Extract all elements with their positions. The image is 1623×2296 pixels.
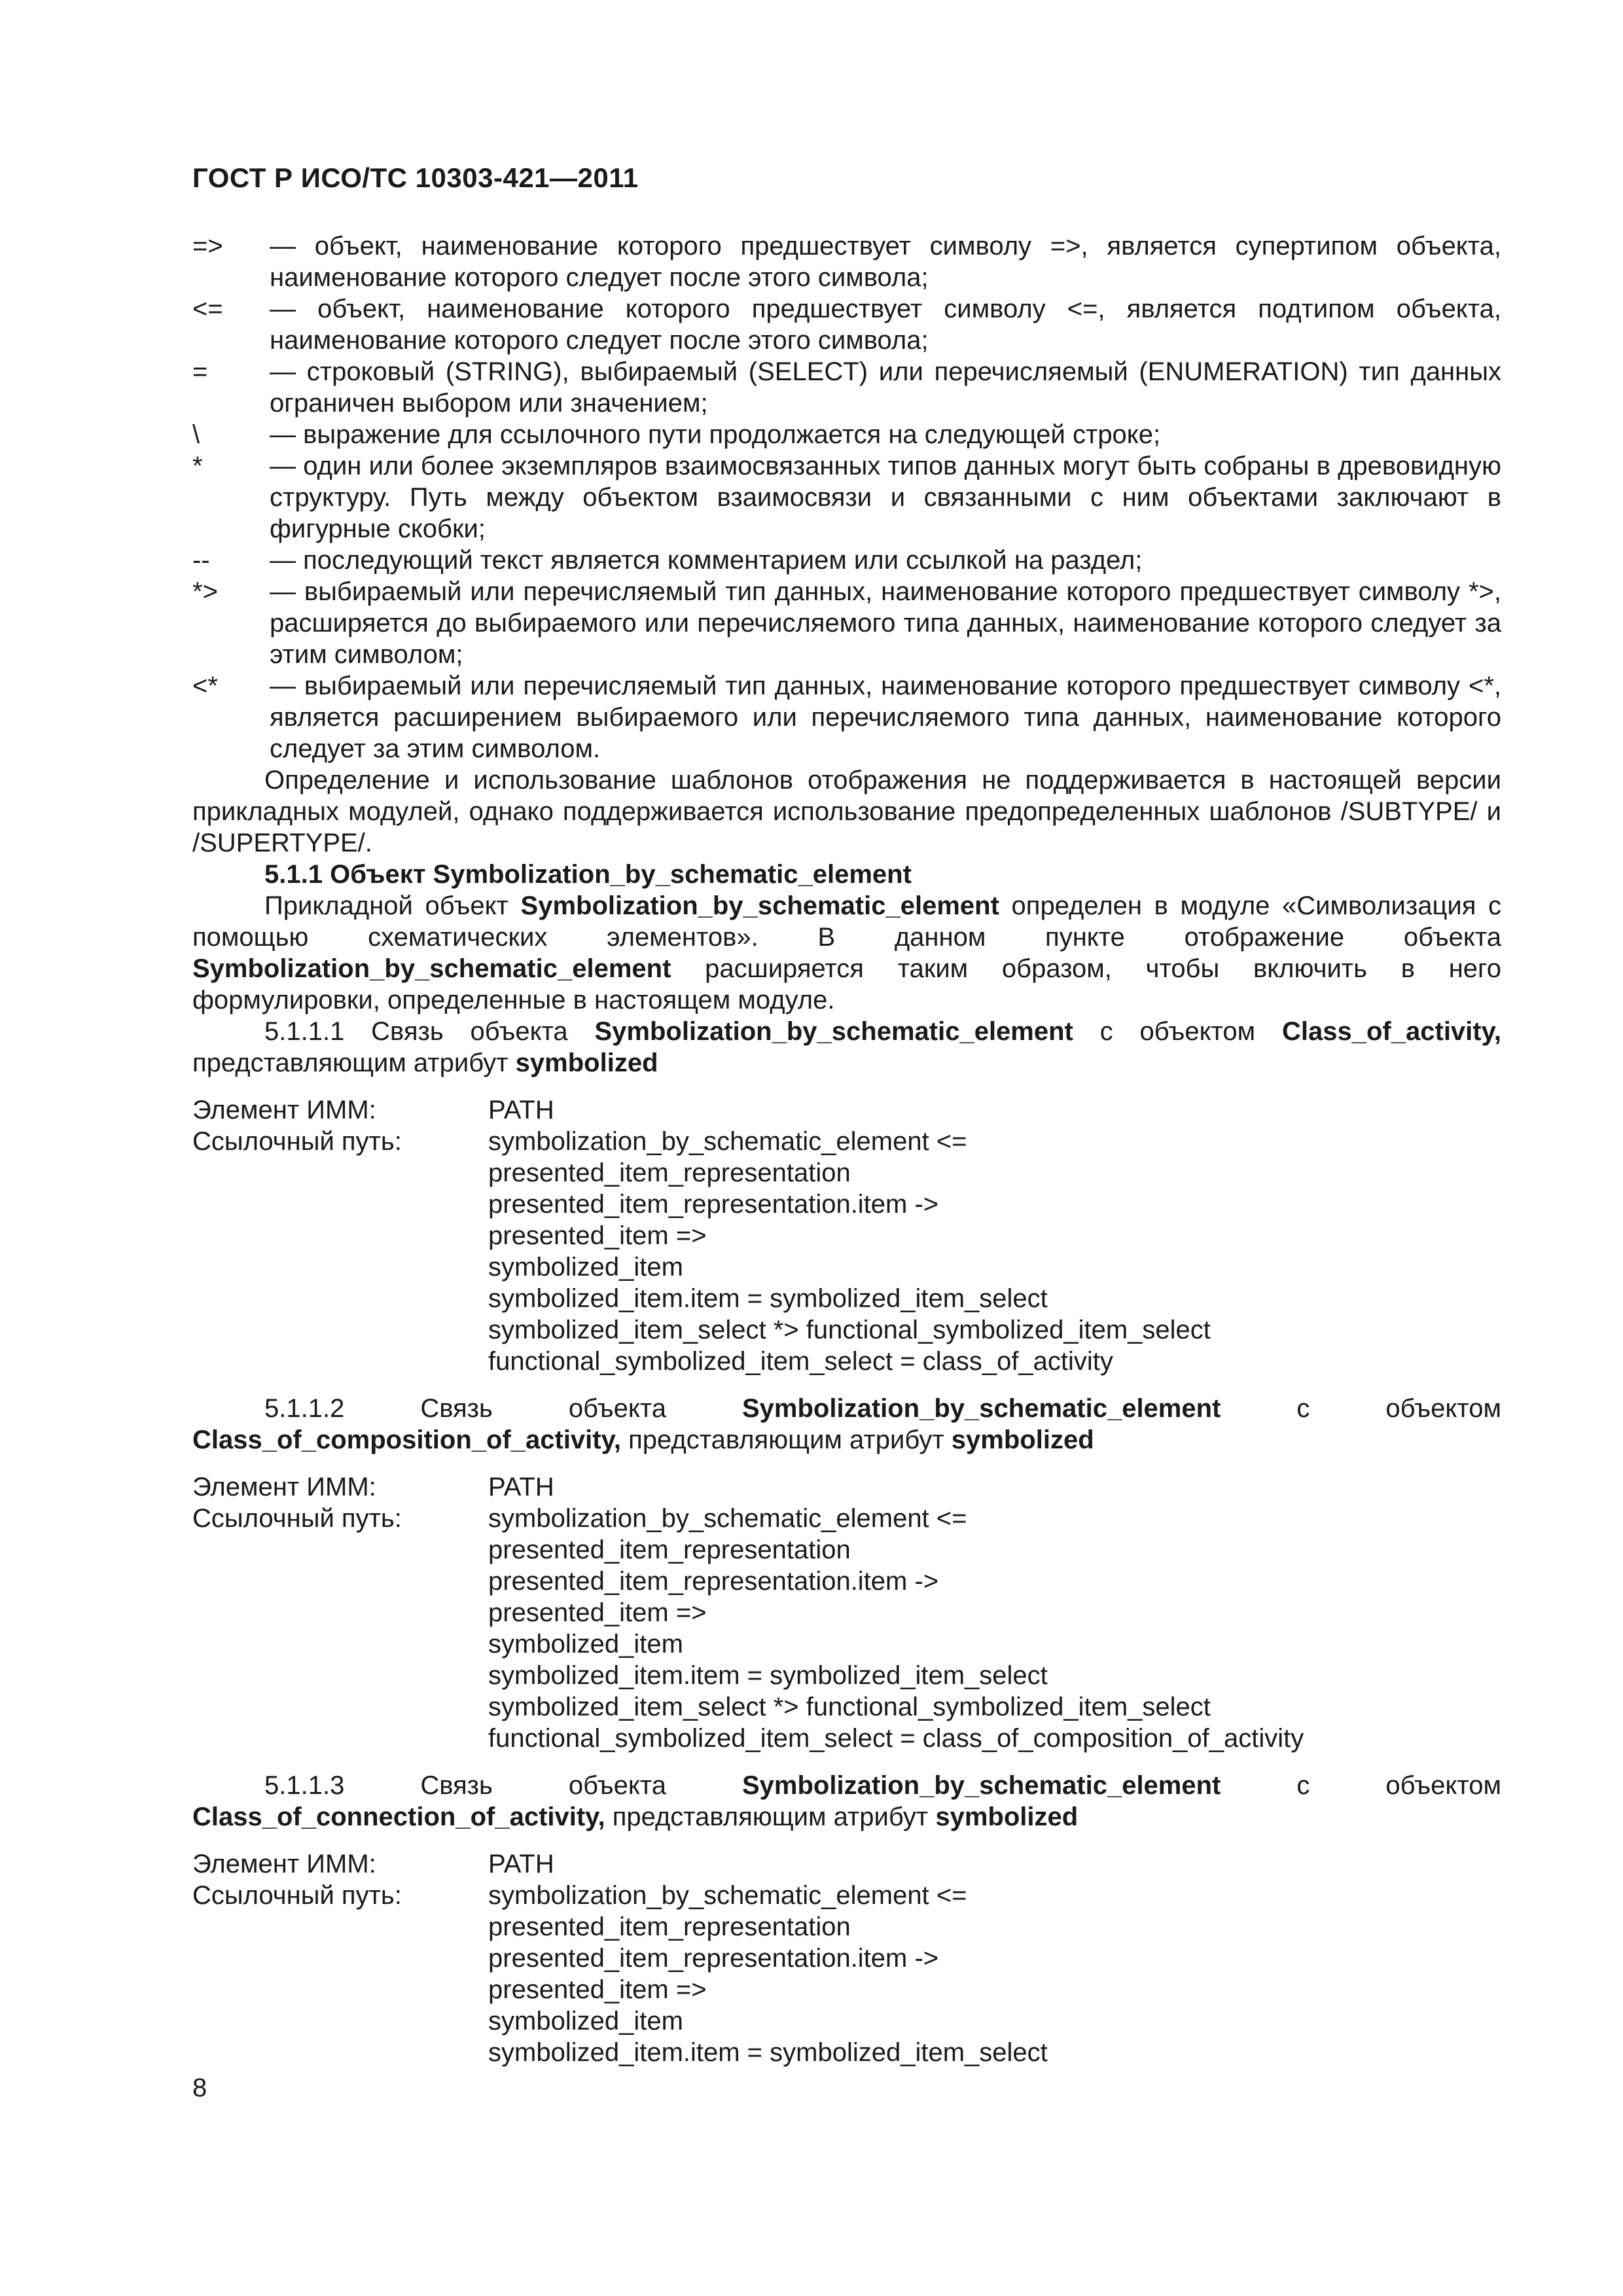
- reference-path-row: [192, 1314, 1501, 1346]
- definition-text: — объект, наименование которого предшествует символу <=, является подтипом объекта, наименование которого следует после этого символа;: [270, 295, 1501, 355]
- mapping-list: [192, 1016, 1501, 2068]
- reference-path-line: symbolized_item: [488, 2007, 683, 2036]
- reference-path-row: [192, 1691, 1501, 1723]
- text-run: с объектом: [1221, 1394, 1501, 1423]
- reference-path-line: presented_item =>: [488, 1221, 707, 1250]
- definition-item: [192, 670, 1501, 764]
- entity-name: Symbolization_by_schematic_element: [741, 1771, 1221, 1800]
- reference-path-row: [192, 1220, 1501, 1251]
- attribute-name: symbolized: [515, 1049, 658, 1077]
- label-spacer: [192, 1534, 488, 1566]
- reference-path-line: presented_item_representation.item ->: [488, 1944, 939, 1973]
- reference-path-label: Ссылочный путь:: [192, 1881, 402, 1910]
- reference-path-line: symbolization_by_schematic_element <=: [488, 1127, 967, 1156]
- definition-symbol: *: [192, 452, 203, 480]
- label-spacer: [192, 1691, 488, 1723]
- intro-paragraph: Определение и использование шаблонов отображения не поддерживается в настоящей версии прикладных модулей, однако поддерживается использование предопределенных шаблонов /SUBTYPE/ и /SUPERTYPE/.: [192, 766, 1501, 857]
- label-spacer: [192, 1346, 488, 1377]
- reference-path-row: [192, 1157, 1501, 1189]
- reference-path-line: symbolized_item_select *> functional_symbolized_item_select: [488, 1316, 1211, 1344]
- reference-path-line: symbolized_item: [488, 1630, 683, 1659]
- reference-path-line: symbolized_item_select *> functional_symbolized_item_select: [488, 1693, 1211, 1721]
- definition-text: — выбираемый или перечисляемый тип данных, наименование которого предшествует символу *>, расширяется до выбираемого или перечисляемого типа данных, наименование которого следует за этим символом;: [270, 577, 1501, 669]
- arm-element-row: [192, 1471, 1501, 1503]
- text-run: с объектом: [1221, 1771, 1501, 1800]
- reference-path-line: symbolized_item: [488, 1253, 683, 1282]
- reference-path-line: presented_item_representation.item ->: [488, 1567, 939, 1596]
- reference-path-row: [192, 1534, 1501, 1566]
- definition-item: [192, 419, 1501, 450]
- arm-element-label: Элемент ИММ:: [192, 1096, 376, 1124]
- arm-element-label: Элемент ИММ:: [192, 1473, 376, 1501]
- mapping-heading: [192, 1393, 1501, 1456]
- page-body: [192, 230, 1501, 2084]
- reference-path-row: [192, 1880, 1501, 1911]
- reference-path-line: presented_item_representation: [488, 1158, 851, 1187]
- label-spacer: [192, 1157, 488, 1189]
- reference-path-label: Ссылочный путь:: [192, 1504, 402, 1533]
- label-spacer: [192, 2005, 488, 2037]
- arm-element-value: PATH: [488, 1096, 554, 1124]
- reference-path-line: symbolization_by_schematic_element <=: [488, 1881, 967, 1910]
- reference-path-line: presented_item_representation: [488, 1535, 851, 1564]
- definition-symbol: *>: [192, 577, 218, 606]
- text-run: Связь объекта: [344, 1771, 742, 1800]
- mapping-table: [192, 1471, 1501, 1754]
- definition-item: [192, 545, 1501, 576]
- text-run: расширяется таким образом, чтобы включить в него формулировки, определенные в настоящем модуле.: [192, 954, 1501, 1014]
- definition-item: [192, 293, 1501, 356]
- label-spacer: [192, 1314, 488, 1346]
- reference-path-line: functional_symbolized_item_select = class_of_composition_of_activity: [488, 1724, 1304, 1753]
- definition-text: — один или более экземпляров взаимосвязанных типов данных могут быть собраны в древовидную структуру. Путь между объектом взаимосвязи и связанными с ним объектами заключают в фигурные скобки;: [270, 452, 1501, 543]
- mapping-heading: [192, 1770, 1501, 1833]
- definition-symbol: --: [192, 546, 210, 575]
- label-spacer: [192, 1911, 488, 1943]
- section-heading: [192, 859, 1501, 890]
- arm-element-label: Элемент ИММ:: [192, 1850, 376, 1878]
- reference-path-row: [192, 1911, 1501, 1943]
- mapping-number: 5.1.1.2: [264, 1394, 345, 1423]
- mapping-table: [192, 1094, 1501, 1377]
- definition-text: — последующий текст является комментарием или ссылкой на раздел;: [270, 546, 1143, 575]
- label-spacer: [192, 1974, 488, 2005]
- section-number: 5.1.1: [264, 860, 323, 889]
- reference-path-line: symbolized_item.item = symbolized_item_select: [488, 1284, 1048, 1313]
- arm-element-row: [192, 1848, 1501, 1880]
- reference-path-row: [192, 1283, 1501, 1314]
- reference-path-row: [192, 1346, 1501, 1377]
- reference-path-row: [192, 2005, 1501, 2037]
- section-title-entity: Symbolization_by_schematic_element: [433, 860, 912, 889]
- reference-path-line: functional_symbolized_item_select = class_of_activity: [488, 1347, 1113, 1376]
- definition-symbol: =: [192, 357, 208, 386]
- reference-path-line: symbolized_item.item = symbolized_item_select: [488, 1661, 1048, 1690]
- attribute-name: symbolized: [935, 1803, 1079, 1831]
- label-spacer: [192, 1283, 488, 1314]
- section-title-prefix: Объект: [330, 860, 426, 889]
- label-spacer: [192, 1220, 488, 1251]
- reference-path-row: [192, 1660, 1501, 1691]
- label-spacer: [192, 1723, 488, 1754]
- label-spacer: [192, 1597, 488, 1628]
- reference-path-line: presented_item_representation: [488, 1912, 851, 1941]
- arm-element-value: PATH: [488, 1850, 554, 1878]
- mapping-heading: [192, 1016, 1501, 1079]
- label-spacer: [192, 1251, 488, 1283]
- page-header: ГОСТ Р ИСО/ТС 10303-421—2011: [192, 162, 639, 193]
- entity-name: Symbolization_by_schematic_element: [192, 954, 671, 983]
- reference-path-row: [192, 1974, 1501, 2005]
- reference-path-row: [192, 2037, 1501, 2068]
- reference-path-line: presented_item =>: [488, 1975, 707, 2004]
- target-entity-name: Class_of_activity,: [1282, 1017, 1501, 1046]
- reference-path-row: [192, 1126, 1501, 1157]
- definition-symbol: <=: [192, 295, 223, 323]
- reference-path-row: [192, 1566, 1501, 1597]
- definition-item: [192, 230, 1501, 293]
- attribute-name: symbolized: [951, 1426, 1094, 1454]
- entity-name: Symbolization_by_schematic_element: [520, 891, 999, 920]
- section-paragraph: [192, 890, 1501, 1016]
- label-spacer: [192, 2037, 488, 2068]
- reference-path-line: symbolization_by_schematic_element <=: [488, 1504, 967, 1533]
- definition-item: [192, 356, 1501, 419]
- definition-text: — выбираемый или перечисляемый тип данных, наименование которого предшествует символу <*, является расширением выбираемого или перечисляемого типа данных, наименование которого следует за этим символом.: [270, 672, 1501, 763]
- arm-element-row: [192, 1094, 1501, 1126]
- arm-element-value: PATH: [488, 1473, 554, 1501]
- reference-path-row: [192, 1251, 1501, 1283]
- reference-path-label: Ссылочный путь:: [192, 1127, 402, 1156]
- reference-path-line: symbolized_item.item = symbolized_item_select: [488, 2038, 1048, 2067]
- label-spacer: [192, 1628, 488, 1660]
- definition-text: — строковый (STRING), выбираемый (SELECT) или перечисляемый (ENUMERATION) тип данных ограничен выбором или значением;: [270, 357, 1501, 418]
- reference-path-row: [192, 1189, 1501, 1220]
- definition-symbol: \: [192, 420, 200, 449]
- text-run: определен в модуле «Символизация с помощью схематических элементов». В данном пункте отображение объекта: [192, 891, 1502, 952]
- reference-path-line: presented_item =>: [488, 1598, 707, 1627]
- mapping-number: 5.1.1.1: [264, 1017, 345, 1046]
- text-run: представляющим атрибут: [605, 1803, 936, 1831]
- entity-name: Symbolization_by_schematic_element: [741, 1394, 1221, 1423]
- label-spacer: [192, 1566, 488, 1597]
- definition-item: [192, 450, 1501, 545]
- reference-path-row: [192, 1503, 1501, 1534]
- reference-path-row: [192, 1723, 1501, 1754]
- text-run: Прикладной объект: [264, 891, 521, 920]
- text-run: с объектом: [1073, 1017, 1283, 1046]
- reference-path-row: [192, 1597, 1501, 1628]
- mapping-table: [192, 1848, 1501, 2068]
- definition-item: [192, 576, 1501, 670]
- target-entity-name: Class_of_connection_of_activity,: [192, 1803, 605, 1831]
- label-spacer: [192, 1943, 488, 1974]
- definition-symbol: =>: [192, 232, 223, 260]
- reference-path-row: [192, 1943, 1501, 1974]
- text-run: Связь объекта: [344, 1017, 595, 1046]
- text-run: представляющим атрибут: [621, 1426, 952, 1454]
- label-spacer: [192, 1660, 488, 1691]
- definition-text: — объект, наименование которого предшествует символу =>, является супертипом объекта, наименование которого следует после этого символа;: [270, 232, 1501, 292]
- text-run: Связь объекта: [344, 1394, 742, 1423]
- entity-name: Symbolization_by_schematic_element: [594, 1017, 1073, 1046]
- mapping-number: 5.1.1.3: [264, 1771, 345, 1800]
- text-run: представляющим атрибут: [192, 1049, 516, 1077]
- label-spacer: [192, 1189, 488, 1220]
- symbol-definitions: [192, 230, 1501, 764]
- reference-path-row: [192, 1628, 1501, 1660]
- definition-text: — выражение для ссылочного пути продолжается на следующей строке;: [270, 420, 1161, 449]
- target-entity-name: Class_of_composition_of_activity,: [192, 1426, 621, 1454]
- definition-symbol: <*: [192, 672, 218, 700]
- page-number: 8: [192, 2073, 207, 2102]
- reference-path-line: presented_item_representation.item ->: [488, 1190, 939, 1219]
